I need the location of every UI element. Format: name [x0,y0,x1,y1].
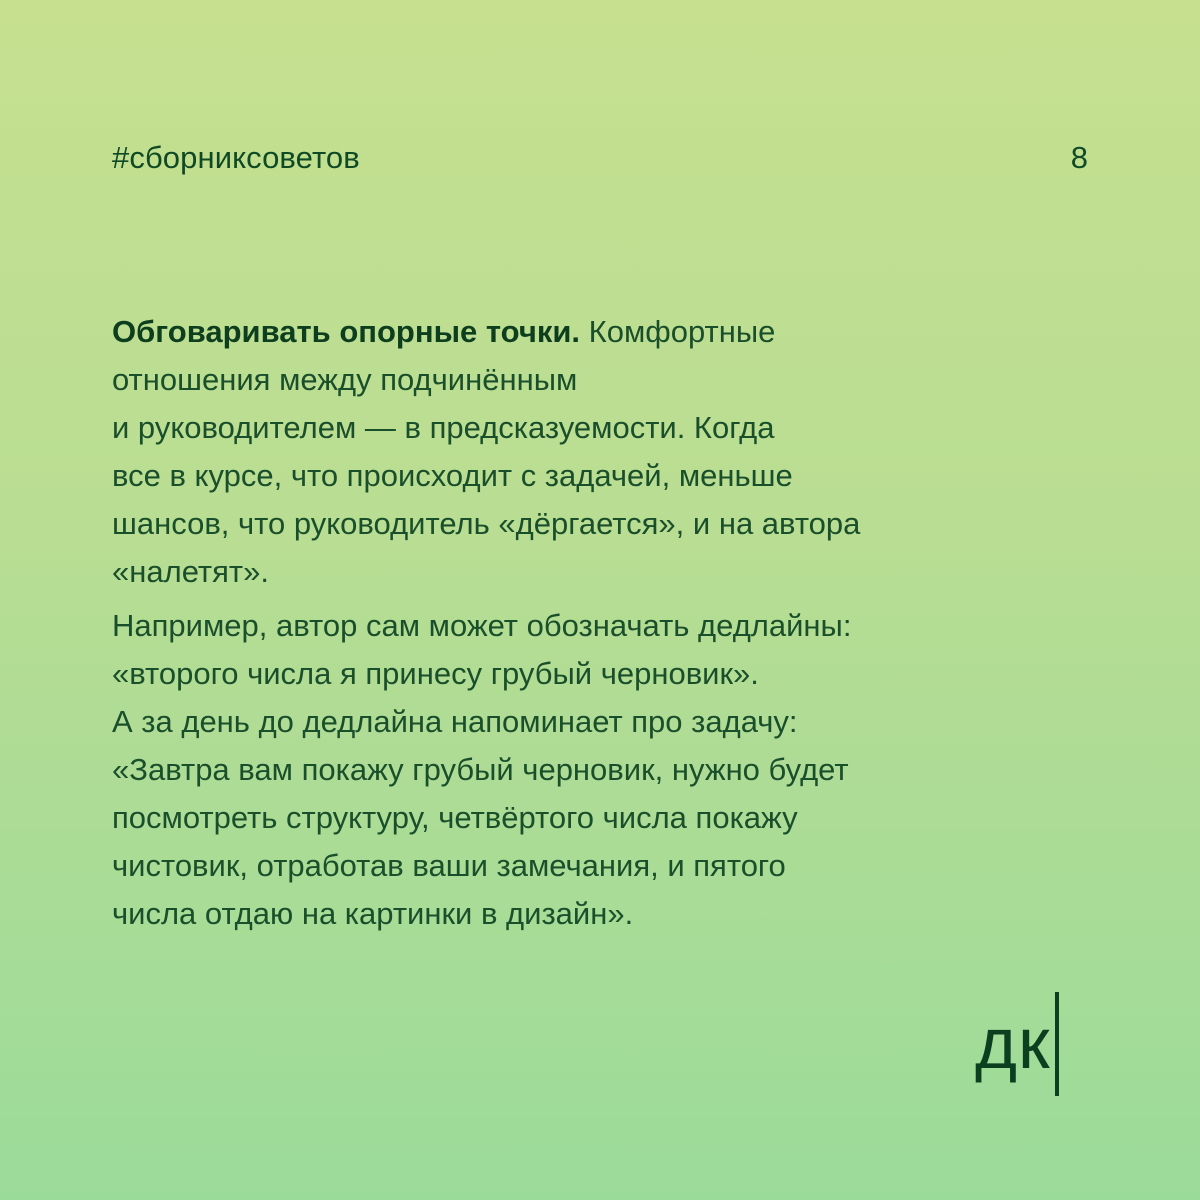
paragraph-2-line-0: Например, автор сам может обозначать дедлайны: [112,608,852,643]
paragraph-2-line-2: А за день до дедлайна напоминает про задачу: [112,704,798,739]
paragraph-1-line-5: «налетят». [112,554,269,589]
article-body [112,308,992,938]
paragraph-2-line-6: числа отдаю на картинки в дизайн». [112,896,634,931]
paragraph-2 [112,602,992,938]
paragraph-2-line-4: посмотреть структуру, четвёртого числа покажу [112,800,798,835]
paragraph-1-line-3: все в курсе, что происходит с задачей, меньше [112,458,793,493]
paragraph-1-line-2: и руководителем — в предсказуемости. Когда [112,410,775,445]
tip-title: Обговаривать опорные точки. [112,314,581,349]
paragraph-2-line-1: «второго числа я принесу грубый черновик». [112,656,759,691]
paragraph-1-line-0 [112,308,992,356]
tip-title-continuation: Комфортные [580,314,776,349]
paragraph-2-line-5: чистовик, отработав ваши замечания, и пятого [112,848,786,883]
brand-logo [975,992,1059,1096]
logo-cursor-bar [1055,992,1059,1096]
logo-text: дк [975,1004,1051,1084]
paragraph-1-line-4: шансов, что руководитель «дёргается», и на автора [112,506,861,541]
paragraph-1-line-1: отношения между подчинённым [112,362,578,397]
hashtag-label: #сборниксоветов [112,140,360,175]
paragraph-1 [112,308,992,596]
paragraph-2-line-3: «Завтра вам покажу грубый черновик, нужно будет [112,752,849,787]
page-number: 8 [1070,140,1088,175]
